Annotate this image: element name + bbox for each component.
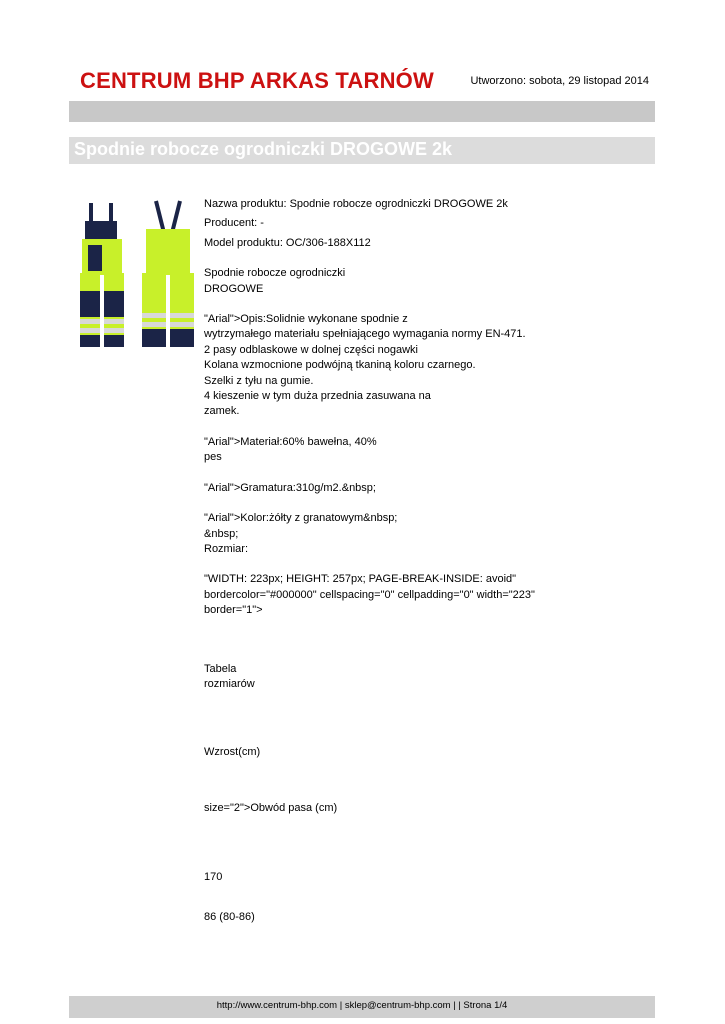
product-model-line: Model produktu: OC/306-188X112: [204, 236, 371, 249]
created-date: Utworzono: sobota, 29 listopad 2014: [470, 75, 649, 87]
size-table-waist-header: size="2">Obwód pasa (cm): [204, 802, 338, 814]
product-photo: [72, 195, 198, 358]
store-title: CENTRUM BHP ARKAS TARNÓW: [80, 68, 434, 93]
product-banner: [69, 137, 655, 164]
size-table-waist-value: 86 (80-86): [204, 911, 255, 923]
size-table-label: Tabela rozmiarów: [204, 663, 255, 691]
product-producer-line: Producent: -: [204, 217, 264, 230]
description-table-attrs: "WIDTH: 223px; HEIGHT: 257px; PAGE-BREAK-INSIDE: avoid" bordercolor="#000000" cellspacing="0" cellpadding="0" width="223" border="1">: [204, 573, 535, 617]
description-material: "Arial">Materiał:60% bawełna, 40% pes: [204, 435, 377, 464]
description-gramatura: "Arial">Gramatura:310g/m2.&nbsp;: [204, 481, 376, 494]
product-name-line: Nazwa produktu: Spodnie robocze ogrodniczki DROGOWE 2k: [204, 198, 508, 210]
size-table-height-value: 170: [204, 871, 223, 883]
size-table-height-header: Wzrost(cm): [204, 746, 261, 758]
product-banner-title: Spodnie robocze ogrodniczki DROGOWE 2k: [74, 139, 453, 159]
footer-text: http://www.centrum-bhp.com | sklep@centrum-bhp.com | | Strona 1/4: [216, 1000, 508, 1011]
product-info: [204, 197, 624, 619]
description-opis: "Arial">Opis:Solidnie wykonane spodnie z wytrzymałego materiału spełniającego wymagania normy EN-471. 2 pasy odblaskowe w dolnej części nogawki Kolana wzmocnione podwójną tkaniną koloru czarnego. Szelki z tyłu na gumie. 4 kieszenie w tym duża przednia zasuwana na zamek.: [204, 313, 526, 418]
page-footer: [69, 996, 655, 1018]
description-kolor: "Arial">Kolor:żółty z granatowym&nbsp; &nbsp; Rozmiar:: [204, 512, 398, 555]
header-bar: [69, 101, 655, 122]
description-title: Spodnie robocze ogrodniczki DROGOWE: [204, 267, 346, 295]
